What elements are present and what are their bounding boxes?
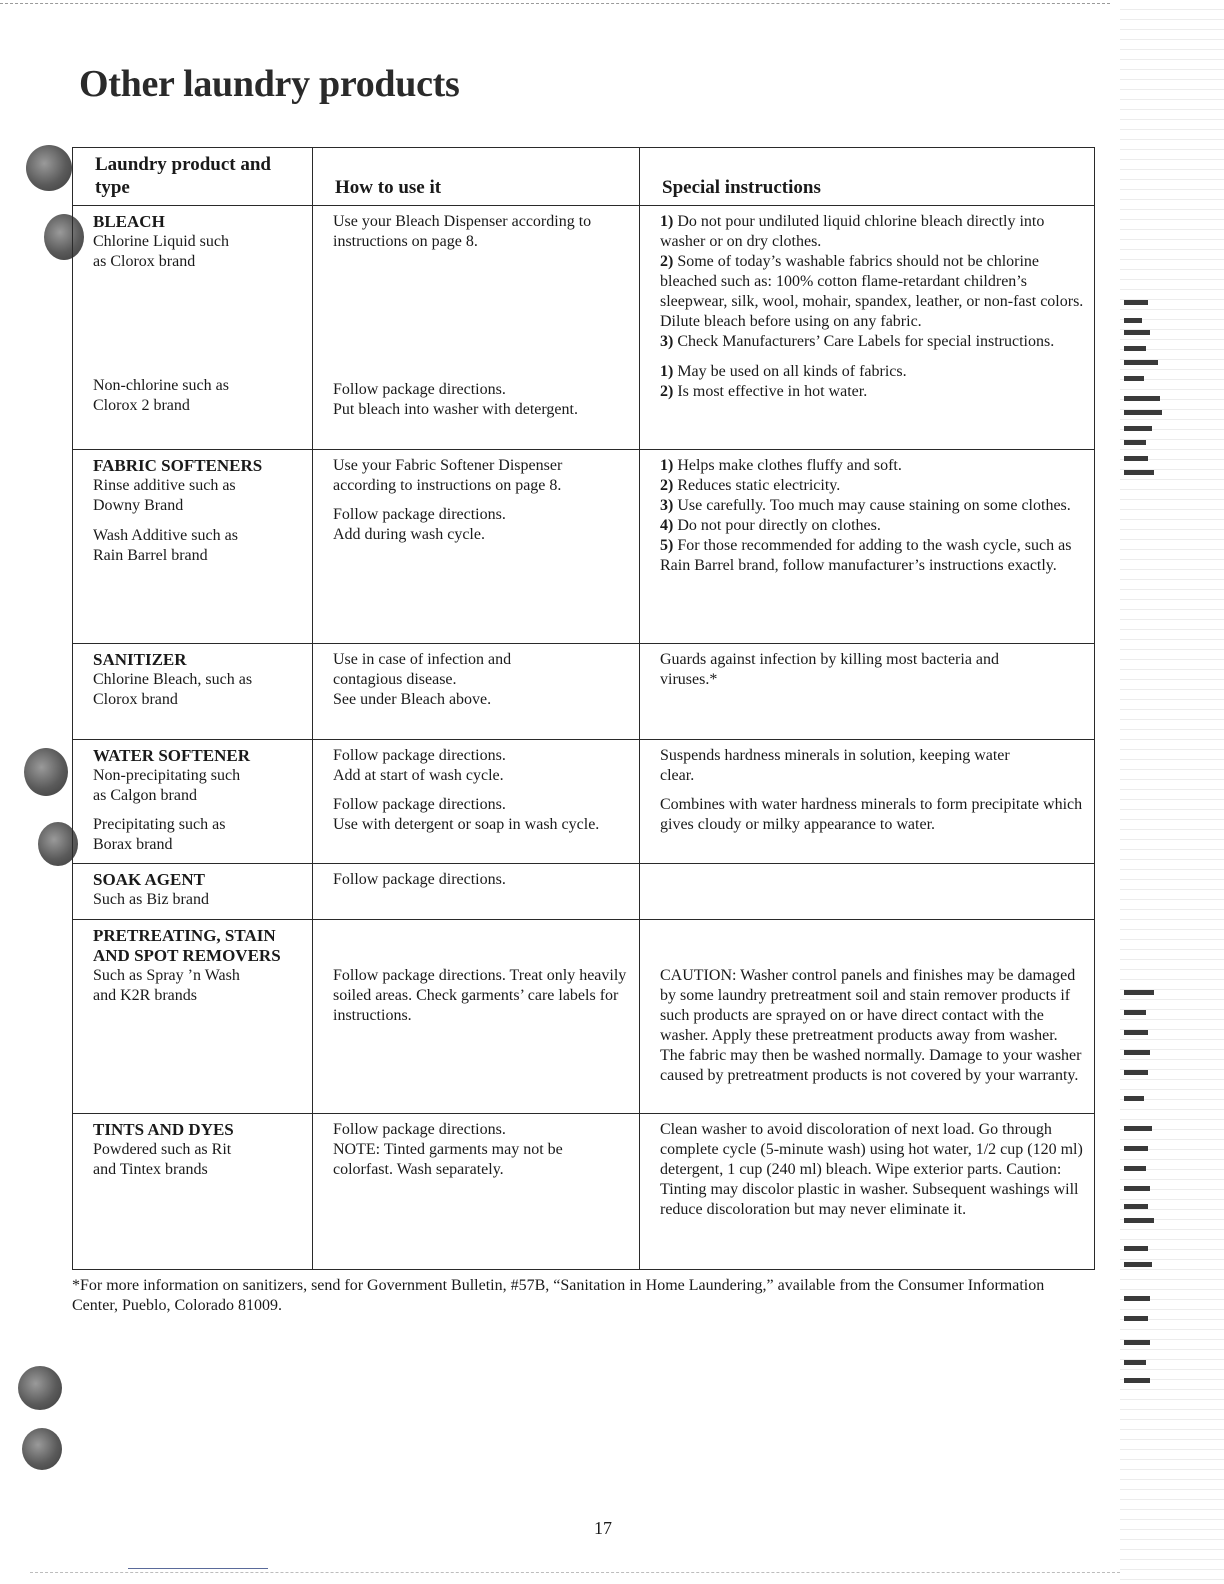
binder-hole	[24, 748, 68, 796]
usage-text: Follow package directions.	[333, 506, 506, 523]
note-item: 3) Check Manufacturers’ Care Labels for special instructions.	[660, 333, 1055, 350]
note-item: 1) Do not pour undiluted liquid chlorine bleach directly into washer or on dry clothes.	[660, 213, 1045, 250]
usage-text: Follow package directions.	[333, 796, 506, 813]
laundry-products-table	[72, 147, 1095, 1270]
usage-text: Use your Fabric Softener Dispenser according to instructions on page 8.	[333, 457, 563, 494]
note-item: 5) For those recommended for adding to the wash cycle, such as Rain Barrel brand, follow manufacturer’s instructions exactly.	[660, 537, 1072, 574]
product-type: Rinse additive such as Downy Brand	[93, 477, 236, 514]
page-number: 17	[594, 1518, 612, 1538]
category-label: PRETREATING, STAIN AND SPOT REMOVERS	[93, 926, 281, 965]
category-label: SANITIZER	[93, 650, 187, 669]
usage-text: Add at start of wash cycle.	[333, 767, 504, 784]
note-item: 1) Helps make clothes fluffy and soft.	[660, 457, 902, 474]
table-row-water-softener	[73, 740, 1095, 864]
usage-text: Follow package directions. Treat only heavily soiled areas. Check garments’ care labels for instructions.	[333, 967, 627, 1024]
table-header-row	[73, 148, 1095, 206]
note-text: Combines with water hardness minerals to form precipitate which gives cloudy or milky appearance to water.	[660, 796, 1083, 833]
product-type: Non-chlorine such as Clorox 2 brand	[93, 377, 229, 414]
usage-text: Use your Bleach Dispenser according to instructions on page 8.	[333, 213, 592, 250]
product-type: Non-precipitating such as Calgon brand	[93, 767, 241, 804]
note-item: 2) Some of today’s washable fabrics should not be chlorine bleached such as: 100% cotton flame-retardant children’s sleepwear, silk, wool, mohair, spandex, leather, or non-fast colors. Dilute bleach before using on any fabric.	[660, 253, 1084, 330]
note-text: Clean washer to avoid discoloration of next load. Go through complete cycle (5-minute wash) using hot water, 1/2 cup (120 ml) detergent, 1 cup (240 ml) bleach. Wipe exterior parts. Caution: Tinting may discolor plastic in washer. Subsequent washings will reduce discoloration but may never eliminate it.	[660, 1121, 1083, 1218]
product-type: Such as Biz brand	[93, 891, 209, 908]
page-title: Other laundry products	[79, 63, 460, 105]
usage-text: Follow package directions.	[333, 871, 506, 888]
header-special: Special instructions	[640, 148, 1095, 206]
footnote: *For more information on sanitizers, send for Government Bulletin, #57B, “Sanitation in Home Laundering,” available from the Consumer Information Center, Pueblo, Colorado 81009.	[72, 1277, 1045, 1314]
header-how: How to use it	[313, 148, 640, 206]
note-text: Guards against infection by killing most bacteria and viruses.*	[660, 651, 1000, 688]
scan-edge-marks	[1124, 0, 1204, 1584]
usage-text: Follow package directions.	[333, 1121, 506, 1138]
category-label: TINTS AND DYES	[93, 1120, 234, 1139]
usage-text: Put bleach into washer with detergent.	[333, 401, 578, 418]
table-row-sanitizer	[73, 644, 1095, 740]
product-type: Chlorine Liquid such as Clorox brand	[93, 233, 229, 270]
binder-hole	[26, 145, 72, 191]
usage-text: Use with detergent or soap in wash cycle.	[333, 816, 600, 833]
usage-text: Use in case of infection and contagious disease.	[333, 651, 512, 688]
category-label: SOAK AGENT	[93, 870, 205, 889]
category-label: BLEACH	[93, 212, 165, 231]
product-type: Precipitating such as Borax brand	[93, 816, 226, 853]
top-rule	[0, 3, 1110, 4]
binder-hole	[22, 1428, 62, 1470]
table-row-soak-agent	[73, 864, 1095, 920]
note-text: CAUTION: Washer control panels and finishes may be damaged by some laundry pretreatment soil and stain remover products if such products are sprayed on or have direct contact with the washer. Apply these pretreatment products away from washer. The fabric may then be washed normally. Damage to your washer caused by pretreatment products is not covered by your warranty.	[660, 967, 1082, 1084]
header-product: Laundry product and type	[73, 148, 313, 206]
table-row-bleach	[73, 206, 1095, 450]
product-type: Chlorine Bleach, such as Clorox brand	[93, 671, 253, 708]
note-item: 1) May be used on all kinds of fabrics.	[660, 363, 907, 380]
note-item: 2) Is most effective in hot water.	[660, 383, 868, 400]
note-item: 4) Do not pour directly on clothes.	[660, 517, 881, 534]
product-type: Wash Additive such as Rain Barrel brand	[93, 527, 238, 564]
table-row-fabric-softeners	[73, 450, 1095, 644]
category-label: FABRIC SOFTENERS	[93, 456, 263, 475]
bottom-rule-accent	[128, 1568, 268, 1569]
category-label: WATER SOFTENER	[93, 746, 250, 765]
table-row-tints-dyes	[73, 1114, 1095, 1270]
product-type: Such as Spray ’n Wash and K2R brands	[93, 967, 240, 1004]
binder-hole	[18, 1366, 62, 1410]
table-row-pretreating	[73, 920, 1095, 1114]
usage-text: Follow package directions.	[333, 747, 506, 764]
product-type: Powdered such as Rit and Tintex brands	[93, 1141, 232, 1178]
note-text: Suspends hardness minerals in solution, keeping water clear.	[660, 747, 1010, 784]
note-item: 2) Reduces static electricity.	[660, 477, 841, 494]
bottom-rule	[30, 1572, 1120, 1573]
usage-text: Follow package directions.	[333, 381, 506, 398]
note-item: 3) Use carefully. Too much may cause staining on some clothes.	[660, 497, 1071, 514]
usage-text: Add during wash cycle.	[333, 526, 485, 543]
usage-text: NOTE: Tinted garments may not be colorfast. Wash separately.	[333, 1141, 563, 1178]
usage-text: See under Bleach above.	[333, 691, 492, 708]
